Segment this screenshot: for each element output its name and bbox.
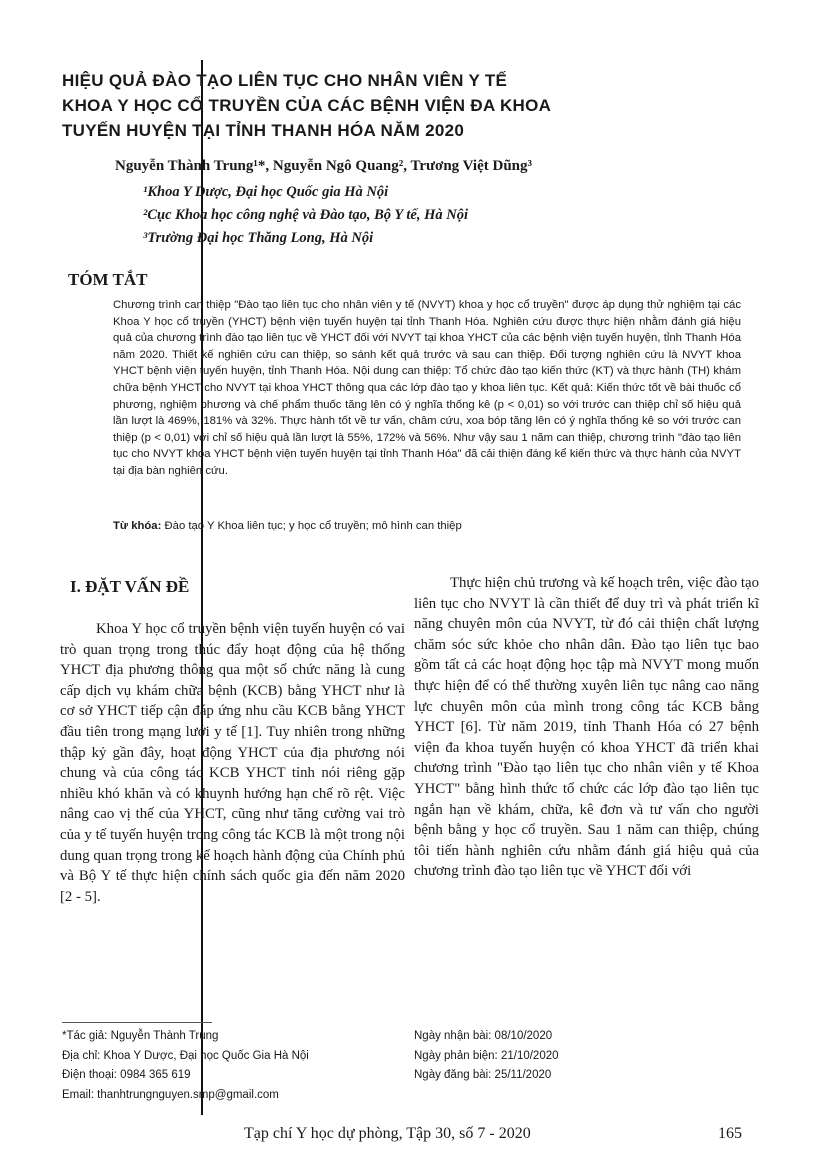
footnote-divider	[62, 1022, 212, 1023]
footnote-phone: Điện thoại: 0984 365 619	[62, 1069, 191, 1081]
left-column-paragraph: Khoa Y học cổ truyền bệnh viện tuyến huyện có vai trò quan trọng trong thúc đẩy hoạt động của hệ thống YHCT địa phương thông qua một số chức năng là cung cấp dịch vụ khám chữa bệnh (KCB) bằng YHCT như là cơ sở YHCT tiếp cận đáp ứng nhu cầu KCB bằng YHCT đầu tiên trong mạng lưới y tế [1]. Tuy nhiên trong những thập kỷ gần đây, hoạt động YHCT của địa phương nói chung và của công tác KCB YHCT tỉnh nói riêng gặp nhiều khó khăn và có khuynh hướng hạn chế rõ rệt. Việc nâng cao vị thế của YHCT, cũng như tăng cường vai trò của y tế tuyến huyện trong công tác KCB là một trong nội dung quan trọng trong kế hoạch hành động của Chính phủ và Bộ Y tế thực hiện chính sách quốc gia đến năm 2020 [2 - 5].	[60, 621, 405, 905]
keywords-text: Đào tạo Y Khoa liên tục; y học cổ truyền; mô hình can thiệp	[161, 520, 462, 532]
page-number: 165	[718, 1125, 742, 1142]
right-column	[414, 573, 759, 882]
date-reviewed: Ngày phản biện: 21/10/2020	[414, 1050, 559, 1062]
keywords	[113, 520, 462, 532]
right-column-paragraph: Thực hiện chủ trương và kế hoạch trên, việc đào tạo liên tục cho NVYT là cần thiết để duy trì và phát triển kĩ năng chuyên môn của NVYT, từ đó cải thiện chất lượng chăm sóc sức khỏe cho nhân dân. Đào tạo liên tục bao gồm tất cả các hoạt động học tập mà NVYT mong muốn thực hiện để có thể thường xuyên liên tục nâng cao năng lực chuyên môn của mình trong công tác KCB bằng YHCT [6]. Từ năm 2019, tỉnh Thanh Hóa có 27 bệnh viện đa khoa tuyến huyện có khoa YHCT đã triển khai chương trình "Đào tạo liên tục cho nhân viên y tế Khoa YHCT" bằng hình thức tổ chức các lớp đào tạo liên tục ngắn hạn về khám, chữa, kê đơn và tư vấn cho người bệnh bằng y học cổ truyền. Sau 1 năm can thiệp, chúng tôi tiến hành nghiên cứu nhằm đánh giá hiệu quả của chương trình đào tạo liên tục về YHCT đối với	[414, 575, 759, 880]
affiliation-2: ²Cục Khoa học công nghệ và Đào tạo, Bộ Y tế, Hà Nội	[143, 207, 468, 223]
title-line-1: HIỆU QUẢ ĐÀO TẠO LIÊN TỤC CHO NHÂN VIÊN Y TẾ	[62, 71, 508, 90]
footnote-email: Email: thanhtrungnguyen.smp@gmail.com	[62, 1089, 279, 1101]
date-received: Ngày nhận bài: 08/10/2020	[414, 1030, 553, 1042]
title-line-2: KHOA Y HỌC CỔ TRUYỀN CỦA CÁC BỆNH VIỆN ĐA KHOA	[62, 96, 552, 115]
author-list: Nguyễn Thành Trung¹*, Nguyễn Ngô Quang², Trương Việt Dũng³	[115, 158, 533, 174]
section-heading: I. ĐẶT VẤN ĐỀ	[70, 577, 190, 596]
keywords-label: Từ khóa:	[113, 520, 162, 532]
title-line-3: TUYẾN HUYỆN TẠI TỈNH THANH HÓA NĂM 2020	[62, 121, 465, 140]
affiliation-1: ¹Khoa Y Dược, Đại học Quốc gia Hà Nội	[143, 184, 389, 200]
affiliation-3: ³Trường Đại học Thăng Long, Hà Nội	[143, 230, 374, 246]
footnote-address: Địa chỉ: Khoa Y Dược, Đại học Quốc Gia Hà Nội	[62, 1050, 309, 1062]
journal-footer: Tạp chí Y học dự phòng, Tập 30, số 7 - 2020	[244, 1125, 531, 1142]
left-column	[60, 619, 405, 907]
abstract-heading: TÓM TẮT	[68, 270, 148, 289]
footnote-author: *Tác giả: Nguyễn Thành Trung	[62, 1030, 219, 1042]
article-title	[62, 68, 752, 143]
abstract-body: Chương trình can thiệp "Đào tạo liên tục cho nhân viên y tế (NVYT) khoa y học cổ truyền" được áp dụng thử nghiệm tại các Khoa Y học cổ truyền (YHCT) bệnh viện tuyến huyện tại tỉnh Thanh Hóa. Nghiên cứu được thực hiện nhằm đánh giá hiệu quả của chương trình đào tạo liên tục về YHCT đối với NVYT tại khoa YHCT của các bệnh viện tuyến huyện, tỉnh Thanh Hóa năm 2020. Thiết kế nghiên cứu can thiệp, so sánh kết quả trước và sau can thiệp. Đối tượng nghiên cứu là NVYT khoa YHCT bệnh viện tuyến huyện, tỉnh Thanh Hóa. Nội dung can thiệp: Tổ chức đào tạo kiến thức (KT) và thực hành (TH) khám chữa bệnh YHCT cho NVYT tại khoa YHCT thông qua các lớp đào tạo y khoa liên tục. Kết quả: Kiến thức tốt về bài thuốc cổ phương, nghiệm phương và chế phẩm thuốc tăng lên có ý nghĩa thống kê (p < 0,01) so với trước can thiệp chỉ số hiệu quả lần lượt là 469%, 181% và 32%. Thực hành tốt về tư vấn, châm cứu, xoa bóp tăng lên có ý nghĩa thống kê so với trước can thiệp (p < 0,01) với chỉ số hiệu quả lần lượt là 55%, 172% và 56%. Như vậy sau 1 năm can thiệp, chương trình "đào tạo liên tục cho NVYT khoa YHCT bệnh viện tuyến huyện tại tỉnh Thanh Hóa" đã cải thiện đáng kể kiến thức và thực hành của NVYT tại địa bàn nghiên cứu.	[113, 299, 741, 477]
date-published: Ngày đăng bài: 25/11/2020	[414, 1069, 552, 1081]
